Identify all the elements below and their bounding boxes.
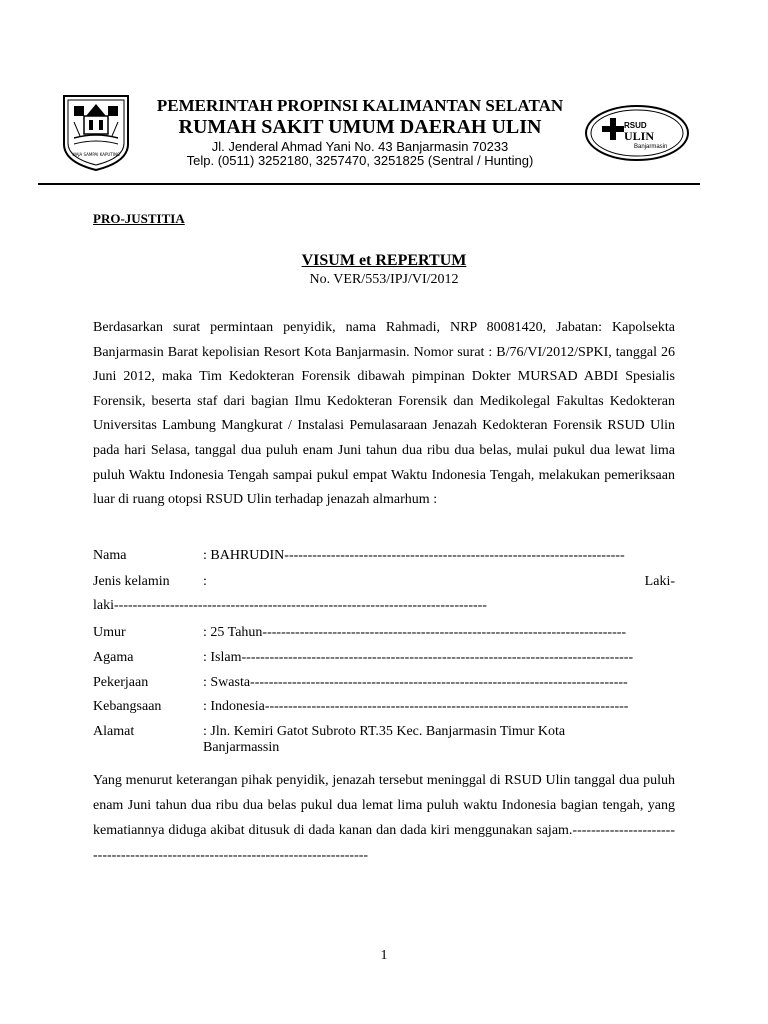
field-label: Jenis kelamin <box>93 574 170 589</box>
field-colon: : <box>203 574 207 589</box>
rsud-ulin-logo <box>584 104 690 162</box>
field-value: Laki- <box>644 574 675 589</box>
field-row-umur <box>93 625 675 641</box>
document-number: No. VER/553/IPJ/VI/2012 <box>309 272 459 287</box>
province-emblem-logo <box>60 92 132 172</box>
letterhead-government: PEMERINTAH PROPINSI KALIMANTAN SELATAN <box>156 96 564 115</box>
field-label: Pekerjaan <box>93 675 149 690</box>
field-value: : Jln. Kemiri Gatot Subroto RT.35 Kec. Banjarmasin Timur Kota Banjarmassin <box>203 724 566 755</box>
field-value: : Swasta--------------------------------------------------------------------------------- <box>203 675 628 690</box>
field-value: : Islam------------------------------------------------------------------------------------ <box>203 650 634 665</box>
field-row-alamat <box>93 724 675 758</box>
field-value: : 25 Tahun------------------------------------------------------------------------------ <box>203 625 627 640</box>
field-value: : Indonesia------------------------------------------------------------------------------ <box>203 699 629 714</box>
letterhead-divider <box>38 183 700 185</box>
field-value: : BAHRUDIN------------------------------------------------------------------------- <box>203 548 625 563</box>
field-row-agama <box>93 650 675 666</box>
svg-text:Banjarmasin: Banjarmasin <box>634 144 668 150</box>
svg-text:WAJA SAMPAI KAPUTING: WAJA SAMPAI KAPUTING <box>71 152 121 157</box>
document-title: VISUM et REPERTUM <box>301 252 467 269</box>
field-label: Alamat <box>93 724 135 739</box>
svg-text:ULIN: ULIN <box>624 129 655 143</box>
pro-justitia-heading: PRO-JUSTITIA <box>93 211 185 226</box>
field-label: Umur <box>93 625 126 640</box>
svg-text:RSUD: RSUD <box>624 121 647 130</box>
field-label: Agama <box>93 650 134 665</box>
letterhead-phone: Telp. (0511) 3252180, 3257470, 3251825 (Sentral / Hunting) <box>186 153 534 168</box>
field-row-pekerjaan <box>93 675 675 691</box>
letterhead-hospital-name: RUMAH SAKIT UMUM DAERAH ULIN <box>178 116 542 138</box>
field-label: Kebangsaan <box>93 699 162 714</box>
letterhead-address: Jl. Jenderal Ahmad Yani No. 43 Banjarmasin 70233 <box>211 139 509 154</box>
field-value-continuation: laki-------------------------------------------------------------------------------- <box>93 598 487 613</box>
field-row-kebangsaan <box>93 699 675 715</box>
field-label: Nama <box>93 548 127 563</box>
opening-paragraph: Berdasarkan surat permintaan penyidik, nama Rahmadi, NRP 80081420, Jabatan: Kapolsekta Banjarmasin Barat kepolisian Resort Kota Banjarmasin. Nomor surat : B/76/VI/2012/SPKI, tanggal 26 Juni 2012, maka Tim Kedokteran Forensik dibawah pimpinan Dokter MURSAD ABDI Spesialis Forensik, beserta staf dari bagian Ilmu Kedokteran Forensik dan Medikolegal Fakultas Kedokteran Universitas Lambung Mangkurat / Instalasi Pemulasaraan Jenazah Kedokteran Forensik RSUD Ulin pada hari Selasa, tanggal dua puluh enam Juni tahun dua ribu dua belas, mulai pukul dua lewat lima puluh Waktu Indonesia Tengah sampai pukul empat Waktu Indonesia Tengah, melakukan pemeriksaan luar di ruang otopsi RSUD Ulin terhadap jenazah almarhum : <box>93 320 675 508</box>
field-row-nama <box>93 548 675 564</box>
page-number: 1 <box>380 948 388 963</box>
closing-paragraph: Yang menurut keterangan pihak penyidik, jenazah tersebut meninggal di RSUD Ulin tanggal dua puluh enam Juni tahun dua ribu dua belas pukul dua lemat lima puluh waktu Indonesia bagian tengah, yang kematiannya diduga akibat ditusuk di dada kanan dan dada kiri menggunakan sajam.--------------------------------------------------------------------------------- <box>93 773 675 863</box>
field-row-jenis-kelamin <box>93 574 675 590</box>
